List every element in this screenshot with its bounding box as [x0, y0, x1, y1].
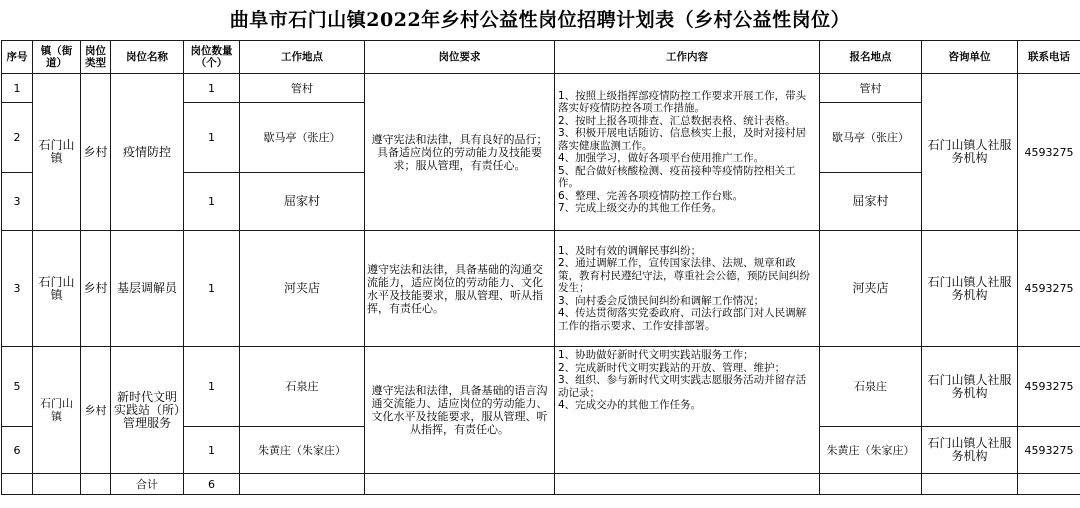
work-place: 河夹店 [240, 231, 365, 347]
page-title: 曲阜市石门山镇2022年乡村公益性岗位招聘计划表（乡村公益性岗位） [229, 9, 851, 31]
position-count: 1 [184, 74, 240, 103]
contact-phone: 4593275 [1018, 427, 1080, 474]
signup-place: 石泉庄 [820, 347, 922, 427]
position-count: 1 [184, 427, 240, 474]
col-header: 镇（街道） [33, 41, 81, 74]
row-number: 3 [2, 231, 33, 347]
table-row [2, 347, 1080, 427]
work-content: 1、及时有效的调解民事纠纷； 2、通过调解工作，宣传国家法律、法规、规章和政策，教育村民遵纪守法，尊重社会公德，预防民间纠纷发生； 3、向村委会反馈民间纠纷和调解工作情况； 4、传达贯彻落实党委政府、司法行政部门对人民调解工作的指示要求、工作安排部署。 [555, 231, 820, 347]
row-number: 1 [2, 74, 33, 103]
town-cell: 石门山镇 [33, 347, 81, 474]
work-place: 歇马亭（张庄） [240, 103, 365, 173]
col-header: 工作地点 [240, 41, 365, 74]
consult-unit: 石门山镇人社服务机构 [922, 231, 1018, 347]
signup-place: 管村 [820, 74, 922, 103]
row-number: 5 [2, 347, 33, 427]
position-count: 1 [184, 173, 240, 231]
signup-place: 歇马亭（张庄） [820, 103, 922, 173]
town-cell: 石门山镇 [33, 231, 81, 347]
consult-unit: 石门山镇人社服务机构 [922, 347, 1018, 427]
consult-unit: 石门山镇人社服务机构 [922, 427, 1018, 474]
empty-cell [820, 474, 922, 495]
work-place: 屈家村 [240, 173, 365, 231]
table-row [2, 74, 1080, 103]
position-requirement: 遵守宪法和法律，具备基础的沟通交流能力，适应岗位的劳动能力、文化水平及技能要求，服从管理、听从指挥，有责任心。 [365, 231, 555, 347]
recruitment-table [1, 40, 1080, 495]
row-number: 6 [2, 427, 33, 474]
work-place: 管村 [240, 74, 365, 103]
work-place: 石泉庄 [240, 347, 365, 427]
row-number: 2 [2, 103, 33, 173]
col-header: 岗位数量（个） [184, 41, 240, 74]
position-name: 疫情防控 [111, 74, 184, 231]
signup-place: 屈家村 [820, 173, 922, 231]
row-number: 3 [2, 173, 33, 231]
position-name: 新时代文明实践站（所）管理服务 [111, 347, 184, 474]
contact-phone: 4593275 [1018, 347, 1080, 427]
position-count: 1 [184, 347, 240, 427]
work-content: 1、协助做好新时代文明实践站服务工作； 2、完成新时代文明实践站的开放、管理、维护； 3、组织、参与新时代文明实践志愿服务活动并留存活动记录； 4、完成交办的其他工作任务。 [555, 347, 820, 474]
col-header: 联系电话 [1018, 41, 1080, 74]
col-header: 序号 [2, 41, 33, 74]
empty-cell [365, 474, 555, 495]
position-count: 1 [184, 231, 240, 347]
empty-cell [240, 474, 365, 495]
type-cell: 乡村 [81, 74, 111, 231]
col-header: 报名地点 [820, 41, 922, 74]
empty-cell [81, 474, 111, 495]
work-content: 1、按照上级指挥部疫情防控工作要求开展工作，带头落实好疫情防控各项工作措施。 2、按时上报各项排查、汇总数据表格、统计表格。 3、积极开展电话随访、信息核实上报，及时对接村居落实健康监测工作。 4、加强学习，做好各项平台使用推广工作。 5、配合做好核酸检测、疫苗接种等疫情防控相关工作。 6、整理、完善各项疫情防控工作台账。 7、完成上级交办的其他工作任务。 [555, 74, 820, 231]
empty-cell [555, 474, 820, 495]
col-header: 岗位要求 [365, 41, 555, 74]
contact-phone: 4593275 [1018, 74, 1080, 231]
empty-cell [2, 474, 33, 495]
position-count: 1 [184, 103, 240, 173]
col-header: 岗位名称 [111, 41, 184, 74]
empty-cell [33, 474, 81, 495]
col-header: 工作内容 [555, 41, 820, 74]
empty-cell [922, 474, 1018, 495]
table-row [2, 231, 1080, 347]
total-label: 合计 [111, 474, 184, 495]
empty-cell [1018, 474, 1080, 495]
col-header: 咨询单位 [922, 41, 1018, 74]
position-name: 基层调解员 [111, 231, 184, 347]
consult-unit: 石门山镇人社服务机构 [922, 74, 1018, 231]
town-cell: 石门山镇 [33, 74, 81, 231]
type-cell: 乡村 [81, 347, 111, 474]
col-header: 岗位类型 [81, 41, 111, 74]
position-requirement: 遵守宪法和法律，具有良好的品行；具备适应岗位的劳动能力及技能要求；服从管理，有责任心。 [365, 74, 555, 231]
signup-place: 朱黄庄（朱家庄） [820, 427, 922, 474]
position-requirement: 遵守宪法和法律，具备基础的语言沟通交流能力、适应岗位的劳动能力、文化水平及技能要求，服从管理、听从指挥，有责任心。 [365, 347, 555, 474]
signup-place: 河夹店 [820, 231, 922, 347]
header-row [2, 41, 1080, 74]
total-row [2, 474, 1080, 495]
total-count: 6 [184, 474, 240, 495]
contact-phone: 4593275 [1018, 231, 1080, 347]
work-place: 朱黄庄（朱家庄） [240, 427, 365, 474]
type-cell: 乡村 [81, 231, 111, 347]
